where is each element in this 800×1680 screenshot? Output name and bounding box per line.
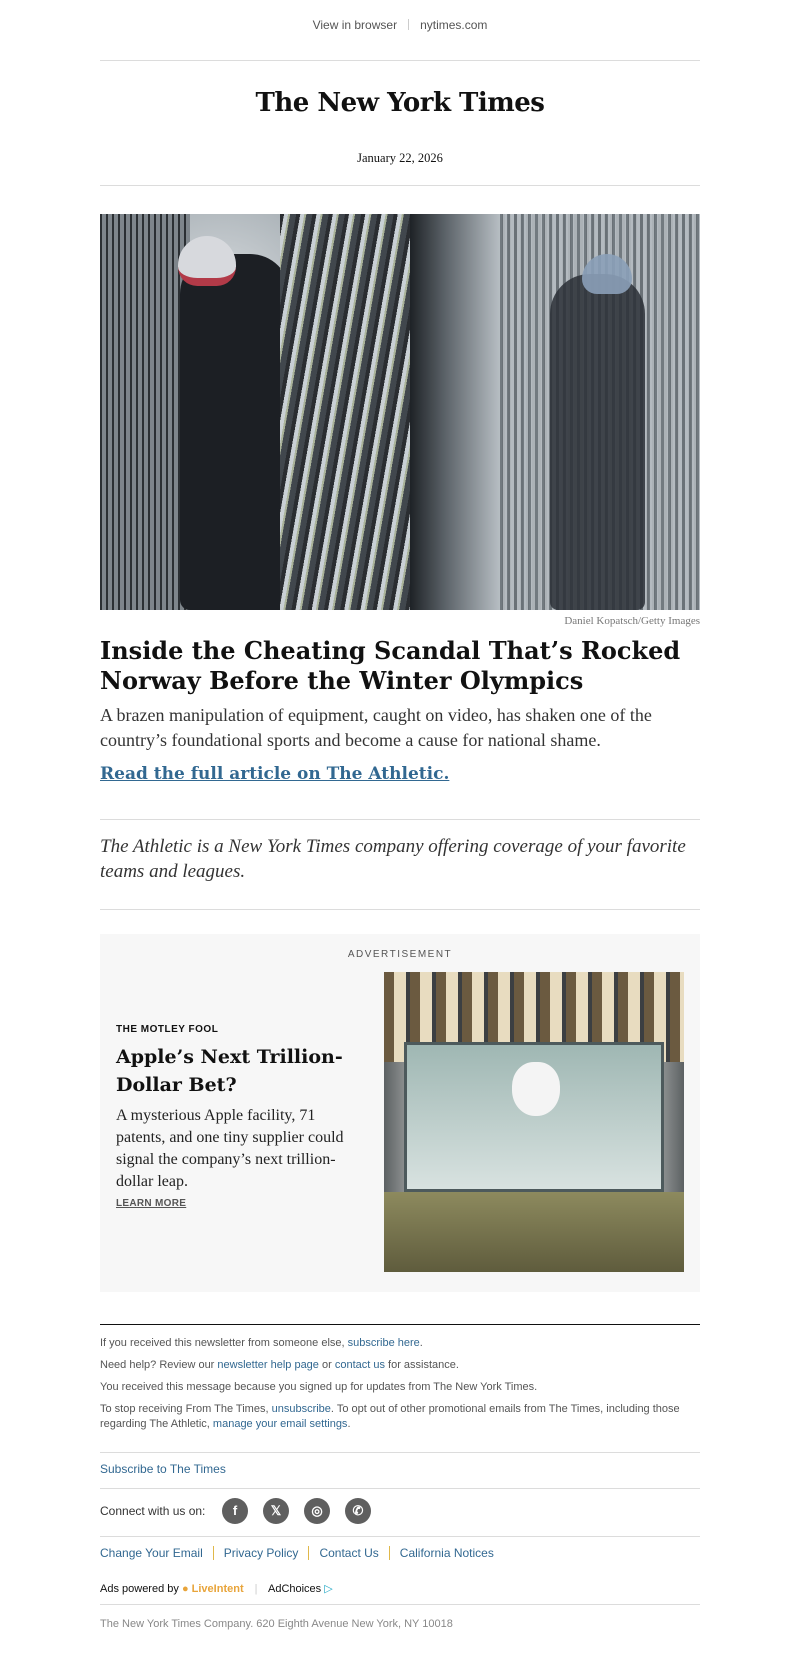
liveintent-logo[interactable]: ● LiveIntent <box>181 1583 244 1595</box>
email-topbar <box>100 17 700 35</box>
divider <box>408 19 409 30</box>
adchoices-icon: ▷ <box>324 1583 333 1595</box>
ad-body: A mysterious Apple facility, 71 patents, and one tiny supplier could signal the company’s next trillion-dollar leap. <box>116 1107 344 1190</box>
privacy-policy-link[interactable]: Privacy Policy <box>213 1546 309 1560</box>
newsletter-date: January 22, 2026 <box>357 151 443 165</box>
read-full-article-link[interactable]: Read the full article on The Athletic. <box>100 764 450 784</box>
ad-text <box>116 1024 346 1209</box>
hero-helmet <box>178 236 236 286</box>
unsubscribe-link[interactable]: unsubscribe <box>271 1403 331 1415</box>
footer-text: . <box>419 1337 423 1349</box>
hero-athlete <box>180 254 290 610</box>
divider <box>100 1452 700 1453</box>
footer-divider <box>100 1324 700 1325</box>
footer-forwarded-line <box>100 1336 700 1351</box>
divider <box>100 1604 700 1605</box>
subscribe-here-link[interactable]: subscribe here <box>347 1337 420 1349</box>
hero-athlete-reflection <box>550 274 645 610</box>
photo-credit: Daniel Kopatsch/Getty Images <box>564 615 700 627</box>
divider <box>100 1488 700 1489</box>
footer-signup-line: You received this message because you signed up for updates from The New York Times. <box>100 1381 538 1393</box>
footer-text: If you received this newsletter from someone else, <box>100 1337 348 1349</box>
ad-brand: THE MOTLEY FOOL <box>116 1024 219 1035</box>
footer-text: . To opt out of other promotional emails from The Times, including those regarding The Athletic, <box>100 1403 680 1430</box>
article-headline[interactable]: Inside the Cheating Scandal That’s Rocked Norway Before the Winter Olympics <box>100 636 681 695</box>
subscribe-link[interactable]: Subscribe to The Times <box>100 1462 226 1476</box>
social-connect <box>100 1498 700 1526</box>
nyt-logo[interactable]: The New York Times <box>255 88 545 118</box>
footer-links <box>100 1546 700 1560</box>
contact-us-footer-link[interactable]: Contact Us <box>308 1546 388 1560</box>
company-address: The New York Times Company. 620 Eighth Avenue New York, NY 10018 <box>100 1618 453 1630</box>
divider <box>100 185 700 186</box>
ads-powered-by <box>100 1582 700 1595</box>
adchoices-link[interactable] <box>268 1583 333 1595</box>
newsletter-help-link[interactable]: newsletter help page <box>217 1359 319 1371</box>
divider <box>100 819 700 820</box>
footer-help-line <box>100 1358 700 1373</box>
footer-text: To stop receiving From The Times, <box>100 1403 272 1415</box>
ad-image[interactable] <box>384 972 684 1272</box>
advertisement <box>100 934 700 1292</box>
divider <box>100 60 700 61</box>
athletic-note: The Athletic is a New York Times company offering coverage of your favorite teams and leagues. <box>100 836 686 882</box>
article-hero-image[interactable] <box>100 214 700 610</box>
ad-title[interactable]: Apple’s Next Trillion-Dollar Bet? <box>116 1046 343 1096</box>
hero-mirror-edge <box>410 214 500 610</box>
apple-logo-icon <box>512 1062 560 1116</box>
whatsapp-icon[interactable]: ✆ <box>345 1498 371 1524</box>
footer-text: or <box>318 1359 335 1371</box>
adchoices-label: AdChoices <box>267 1583 322 1595</box>
instagram-icon[interactable]: ◎ <box>304 1498 330 1524</box>
ad-label: ADVERTISEMENT <box>347 949 453 960</box>
connect-label: Connect with us on: <box>100 1504 206 1518</box>
facebook-icon[interactable]: f <box>222 1498 248 1524</box>
liveintent-label: LiveIntent <box>191 1583 244 1595</box>
california-notices-link[interactable]: California Notices <box>389 1546 504 1560</box>
footer-text: Need help? Review our <box>100 1359 218 1371</box>
manage-email-settings-link[interactable]: manage your email settings <box>212 1418 348 1430</box>
contact-us-link[interactable]: contact us <box>334 1359 385 1371</box>
footer-unsubscribe-line <box>100 1402 700 1432</box>
x-icon[interactable]: 𝕏 <box>263 1498 289 1524</box>
change-email-link[interactable]: Change Your Email <box>100 1546 203 1560</box>
view-in-browser-link[interactable]: View in browser <box>312 17 398 32</box>
ad-image-floor <box>384 1192 684 1272</box>
divider <box>100 909 700 910</box>
ads-powered-label: Ads powered by <box>100 1583 179 1595</box>
footer-text: for assistance. <box>384 1359 459 1371</box>
ad-learn-more-link[interactable]: LEARN MORE <box>116 1198 187 1209</box>
nytimes-link[interactable]: nytimes.com <box>420 17 488 32</box>
hero-skis <box>280 214 410 610</box>
article-summary: A brazen manipulation of equipment, caught on video, has shaken one of the country’s foundational sports and become a cause for national shame. <box>100 705 652 750</box>
divider: | <box>254 1583 258 1595</box>
divider <box>100 1536 700 1537</box>
footer-text: . <box>347 1418 351 1430</box>
hero-fence <box>100 214 190 610</box>
